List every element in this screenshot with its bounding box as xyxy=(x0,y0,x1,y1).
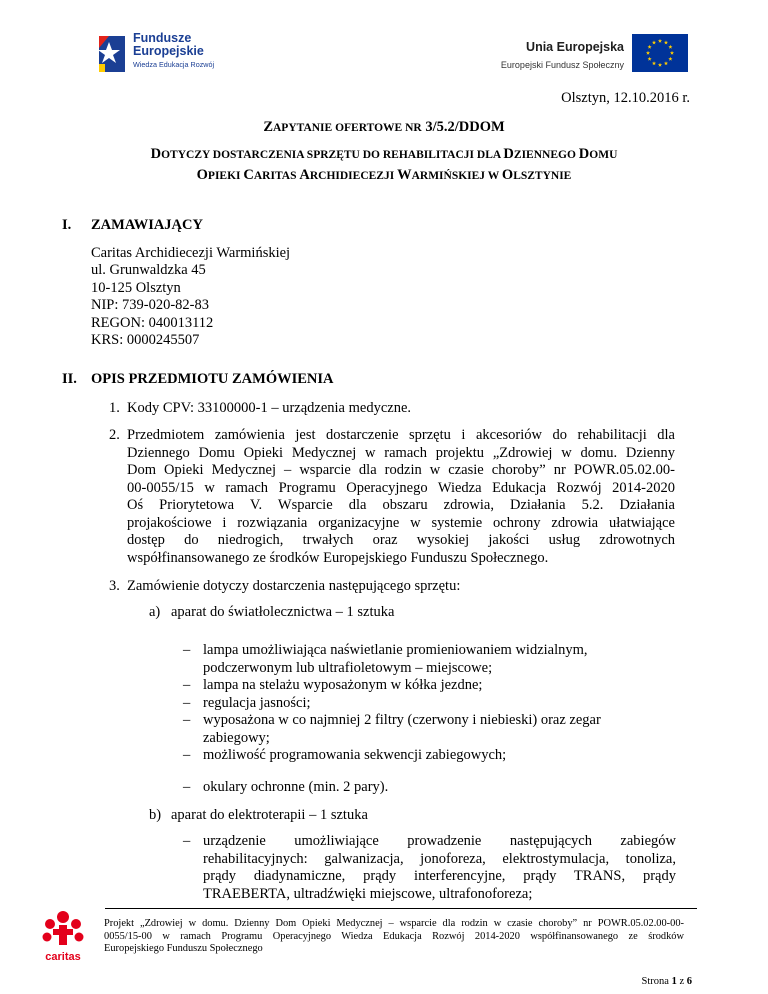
bullet-line: zabiegowy; xyxy=(203,729,270,746)
item-2-line: Dziennego Domu Opieki Medycznej w ramach projektu „Zdrowiej w domu. Dzienny xyxy=(127,444,675,461)
subtitle-segment: OMU xyxy=(589,149,618,161)
document-date: Olsztyn, 12.10.2016 r. xyxy=(561,90,690,106)
footer-project-note xyxy=(104,918,684,956)
address-line: NIP: 739-020-82-83 xyxy=(91,297,210,314)
dash-bullet: – xyxy=(183,712,191,728)
subtitle-segment: ARMIŃSKIEJ W xyxy=(411,170,502,182)
subtitle-segment: C xyxy=(243,167,254,183)
address-line: REGON: 040013112 xyxy=(91,314,214,331)
bullet-line: lampa umożliwiająca naświetlanie promieniowaniem widzialnym, xyxy=(203,642,588,658)
dash-bullet: – xyxy=(183,642,191,658)
eu-name: Unia Europejska xyxy=(526,40,624,54)
item-3-number: 3. xyxy=(109,578,120,594)
eu-flag-icon xyxy=(632,34,688,72)
dash-bullet: – xyxy=(183,677,191,693)
sub-item-b-text: aparat do elektroterapii – 1 sztuka xyxy=(171,807,368,823)
fundusze-europejskie-logo xyxy=(95,28,245,78)
title-cap: Z xyxy=(263,119,273,135)
dash-bullet: – xyxy=(183,833,191,849)
bullet-item: lampa na stelażu wyposażonym w kółka jezdne; xyxy=(203,677,483,693)
item-2-number: 2. xyxy=(109,427,120,443)
subtitle-segment: D xyxy=(503,146,514,162)
bullet-line: rehabilitacyjnych: galwanizacja, jonoforeza, elektrostymulacja, tonoliza, xyxy=(203,850,676,867)
bullet-item: regulacja jasności; xyxy=(203,695,311,711)
bullet-line: TRAEBERTA, ultradźwięki miejscowe, ultrafonoforeza; xyxy=(203,885,533,902)
fe-name xyxy=(133,32,204,58)
bullet-item: możliwość programowania sekwencji zabiegowych; xyxy=(203,747,507,763)
eu-subtitle: Europejski Fundusz Społeczny xyxy=(500,60,624,70)
section-2-number: II. xyxy=(62,371,77,387)
bullet-item: okulary ochronne (min. 2 pary). xyxy=(203,779,389,795)
page-prefix: Strona xyxy=(641,976,672,987)
subtitle-segment: D xyxy=(578,146,590,162)
subtitle-segment: W xyxy=(397,167,412,183)
subtitle-segment: LSZTYNIE xyxy=(513,170,572,182)
page-number xyxy=(642,976,692,987)
dash-bullet: – xyxy=(183,695,191,711)
subtitle-line-2 xyxy=(0,165,768,186)
section-2-title: OPIS PRZEDMIOTU ZAMÓWIENIA xyxy=(91,371,334,387)
item-1-number: 1. xyxy=(109,400,120,416)
address-line: Caritas Archidiecezji Warmińskiej xyxy=(91,245,291,261)
footer-line: Europejskiego Funduszu Społecznego xyxy=(104,943,263,955)
page-total: 6 xyxy=(686,976,692,987)
item-2-line: 00-0055/15 w ramach Programu Operacyjnego Wiedza Edukacja Rozwój 2014-2020 xyxy=(127,479,675,496)
subtitle-segment: OTYCZY DOSTARCZENIA SPRZĘTU DO REHABILITACJI DLA xyxy=(161,149,504,161)
subtitle-segment: RCHIDIECEZJI xyxy=(309,170,398,182)
bullet-item-b xyxy=(203,833,676,903)
dash-bullet: – xyxy=(183,779,191,795)
fe-name-line1: Fundusze xyxy=(133,31,192,45)
item-3-text: Zamówienie dotyczy dostarczenia następującego sprzętu: xyxy=(127,578,461,594)
unia-europejska-logo xyxy=(480,32,690,78)
caritas-logo-icon xyxy=(38,907,88,965)
address-line: 10-125 Olsztyn xyxy=(91,279,181,296)
sub-item-b-label: b) xyxy=(149,807,162,823)
bullet-line: podczerwonym lub ultrafioletowym – miejscowe; xyxy=(203,659,493,676)
item-2-line: współfinansowanego ze środków Europejskiego Funduszu Społecznego. xyxy=(127,549,549,566)
address-line: KRS: 0000245507 xyxy=(91,332,200,349)
section-1-title: ZAMAWIAJĄCY xyxy=(91,217,203,233)
fe-star-icon xyxy=(95,28,129,74)
item-2-line: Oś Priorytetowa V. Wsparcie dla obszaru zdrowia, Działania 5.2. Działania xyxy=(127,497,675,513)
subtitle-segment: O xyxy=(196,167,208,183)
subtitle-segment: ZIENNEGO xyxy=(513,149,579,161)
bullet-item xyxy=(203,712,601,747)
footer-line: 0055/15-00 w ramach Programu Operacyjnego Wiedza Edukacja Rozwój 2014-2020 współfinansowanego ze środków xyxy=(104,930,684,942)
document-subtitle xyxy=(0,144,768,186)
subtitle-segment: O xyxy=(501,167,514,183)
item-2-text xyxy=(127,427,675,567)
subtitle-segment: D xyxy=(150,146,162,162)
item-1-text: Kody CPV: 33100000-1 – urządzenia medyczne. xyxy=(127,400,412,416)
subtitle-segment: PIEKI xyxy=(207,170,244,182)
footer-line: Projekt „Zdrowiej w domu. Dzienny Dom Opieki Medycznej – wsparcie dla rodzin w czasie choroby” nr POWR.05.02.00-00- xyxy=(104,918,684,929)
bullet-item xyxy=(203,642,588,677)
section-1-number: I. xyxy=(62,217,72,233)
fe-name-line2: Europejskie xyxy=(133,44,204,58)
address-line: ul. Grunwaldzka 45 xyxy=(91,262,206,279)
fe-subtitle: Wiedza Edukacja Rozwój xyxy=(133,60,215,69)
document-title xyxy=(0,119,768,136)
item-2-line: Przedmiotem zamówienia jest dostarczenie sprzętu i akcesoriów do rehabilitacji dla xyxy=(127,427,675,443)
bullet-line: prądy diadynamiczne, prądy interferencyjne, prądy TRANS, prądy xyxy=(203,868,676,884)
page-current: 1 xyxy=(671,976,677,987)
dash-bullet: – xyxy=(183,747,191,763)
bullet-line: urządzenie umożliwiające prowadzenie następujących zabiegów xyxy=(203,833,676,849)
item-2-line: projakościowe i rozwiązania organizacyjne w systemie ochrony zdrowia ułatwiające xyxy=(127,514,675,531)
item-2-line: dostęp do niedrogich, trwałych oraz wysokiej jakości usług zdrowotnych xyxy=(127,532,675,548)
subtitle-segment: ARITAS xyxy=(253,170,300,182)
sub-item-a-label: a) xyxy=(149,604,161,620)
page-middle: z xyxy=(676,976,687,987)
item-2-line: Dom Opieki Medycznej – wsparcie dla rodzin w czasie choroby” nr POWR.05.02.00- xyxy=(127,462,675,478)
contractor-address xyxy=(91,245,290,349)
caritas-label: caritas xyxy=(45,951,81,963)
title-smallcaps: APYTANIE OFERTOWE NR xyxy=(273,122,422,134)
footer-rule xyxy=(105,908,697,909)
subtitle-line-1 xyxy=(0,144,768,165)
sub-item-a-text: aparat do światłolecznictwa – 1 sztuka xyxy=(171,604,395,620)
title-number: 3/5.2/DDOM xyxy=(421,119,505,135)
bullet-line: wyposażona w co najmniej 2 filtry (czerwony i niebieski) oraz zegar xyxy=(203,712,601,728)
subtitle-segment: A xyxy=(299,167,310,183)
